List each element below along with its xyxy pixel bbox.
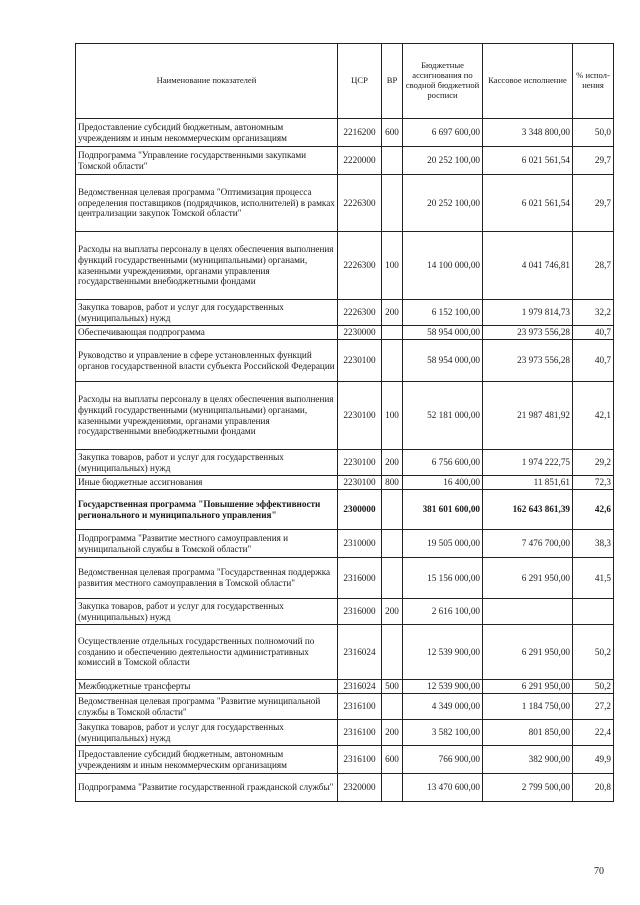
cell-csr: 2316000 [338,599,382,625]
cell-executed: 11 851,61 [483,476,573,490]
cell-csr: 2230100 [338,340,382,382]
cell-percent: 20,8 [573,774,614,802]
cell-vr: 100 [382,232,403,300]
cell-csr: 2316100 [338,720,382,746]
cell-csr: 2310000 [338,530,382,558]
cell-csr: 2316100 [338,694,382,720]
cell-vr: 600 [382,746,403,774]
cell-assigned: 20 252 100,00 [403,175,483,232]
cell-vr: 200 [382,599,403,625]
cell-assigned: 16 400,00 [403,476,483,490]
cell-name: Закупка товаров, работ и услуг для государственных (муниципальных) нужд [76,300,338,326]
table-row [76,232,614,300]
cell-name: Государственная программа "Повышение эффективности регионального и муниципального управления" [76,490,338,530]
table-row [76,599,614,625]
cell-csr: 2300000 [338,490,382,530]
header-csr: ЦСР [338,44,382,119]
cell-assigned: 19 505 000,00 [403,530,483,558]
header-percent: % испол-нения [573,44,614,119]
cell-assigned: 6 152 100,00 [403,300,483,326]
table-row [76,326,614,340]
cell-vr [382,147,403,175]
cell-vr [382,774,403,802]
table-row [76,558,614,599]
header-row [76,44,614,119]
cell-assigned: 14 100 000,00 [403,232,483,300]
cell-csr: 2316000 [338,558,382,599]
cell-assigned: 58 954 000,00 [403,340,483,382]
cell-vr [382,625,403,680]
table-row [76,746,614,774]
cell-csr: 2316024 [338,625,382,680]
header-vr: ВР [382,44,403,119]
budget-table [75,43,614,802]
cell-name: Ведомственная целевая программа "Развитие муниципальной службы в Томской области" [76,694,338,720]
cell-vr: 100 [382,382,403,450]
cell-executed: 4 041 746,81 [483,232,573,300]
cell-percent: 50,0 [573,119,614,147]
cell-name: Закупка товаров, работ и услуг для государственных (муниципальных) нужд [76,599,338,625]
cell-executed: 3 348 800,00 [483,119,573,147]
cell-name: Руководство и управление в сфере установленных функций органов государственной власти субъекта Российской Федерации [76,340,338,382]
cell-name: Обеспечивающая подпрограмма [76,326,338,340]
table-row [76,382,614,450]
cell-vr [382,326,403,340]
cell-name: Межбюджетные трансферты [76,680,338,694]
cell-vr [382,530,403,558]
cell-percent [573,599,614,625]
cell-assigned: 12 539 900,00 [403,625,483,680]
cell-name: Расходы на выплаты персоналу в целях обеспечения выполнения функций государственными (муниципальными) органами, казенными учреждениями, органами управления государственными внебюджетными фондами [76,382,338,450]
cell-executed: 21 987 481,92 [483,382,573,450]
table-row [76,774,614,802]
cell-percent: 72,3 [573,476,614,490]
table-row [76,119,614,147]
page-number: 70 [594,866,604,877]
cell-vr: 200 [382,720,403,746]
cell-name: Закупка товаров, работ и услуг для государственных (муниципальных) нужд [76,720,338,746]
table-row [76,175,614,232]
header-name: Наименование показателей [76,44,338,119]
cell-percent: 40,7 [573,326,614,340]
cell-percent: 49,9 [573,746,614,774]
table-row [76,530,614,558]
table-row [76,694,614,720]
table-row [76,450,614,476]
cell-vr: 200 [382,300,403,326]
cell-name: Подпрограмма "Развитие местного самоуправления и муниципальной службы в Томской области" [76,530,338,558]
header-assigned: Бюджетные ассигнования по сводной бюджетной росписи [403,44,483,119]
cell-vr: 600 [382,119,403,147]
cell-name: Иные бюджетные ассигнования [76,476,338,490]
cell-executed: 23 973 556,28 [483,340,573,382]
cell-percent: 22,4 [573,720,614,746]
cell-percent: 38,3 [573,530,614,558]
cell-csr: 2230100 [338,476,382,490]
cell-vr: 200 [382,450,403,476]
header-executed: Кассовое исполнение [483,44,573,119]
cell-executed: 7 476 700,00 [483,530,573,558]
cell-executed: 1 184 750,00 [483,694,573,720]
cell-vr: 800 [382,476,403,490]
cell-csr: 2316024 [338,680,382,694]
cell-name: Ведомственная целевая программа "Государственная поддержка развития местного самоуправления в Томской области" [76,558,338,599]
cell-executed: 6 291 950,00 [483,680,573,694]
cell-assigned: 381 601 600,00 [403,490,483,530]
cell-percent: 42,1 [573,382,614,450]
cell-assigned: 6 756 600,00 [403,450,483,476]
cell-csr: 2226300 [338,300,382,326]
cell-executed: 6 291 950,00 [483,625,573,680]
cell-executed: 2 799 500,00 [483,774,573,802]
cell-assigned: 4 349 000,00 [403,694,483,720]
cell-percent: 50,2 [573,680,614,694]
cell-csr: 2316100 [338,746,382,774]
table-row [76,720,614,746]
cell-assigned: 15 156 000,00 [403,558,483,599]
cell-name: Подпрограмма "Развитие государственной гражданской службы" [76,774,338,802]
cell-assigned: 766 900,00 [403,746,483,774]
cell-vr [382,694,403,720]
table-row [76,340,614,382]
cell-percent: 29,7 [573,147,614,175]
table-row [76,680,614,694]
cell-executed: 6 021 561,54 [483,147,573,175]
cell-csr: 2230100 [338,382,382,450]
cell-executed: 162 643 861,39 [483,490,573,530]
cell-vr [382,558,403,599]
table-body [76,119,614,802]
table-row [76,476,614,490]
cell-name: Закупка товаров, работ и услуг для государственных (муниципальных) нужд [76,450,338,476]
cell-executed: 1 974 222,75 [483,450,573,476]
cell-executed: 1 979 814,73 [483,300,573,326]
cell-name: Расходы на выплаты персоналу в целях обеспечения выполнения функций государственными (муниципальными) органами, казенными учреждениями, органами управления государственными внебюджетными фондами [76,232,338,300]
cell-percent: 32,2 [573,300,614,326]
cell-executed: 23 973 556,28 [483,326,573,340]
cell-csr: 2320000 [338,774,382,802]
table-row [76,300,614,326]
table-row [76,147,614,175]
cell-vr [382,340,403,382]
cell-assigned: 3 582 100,00 [403,720,483,746]
cell-assigned: 6 697 600,00 [403,119,483,147]
cell-name: Ведомственная целевая программа "Оптимизация процесса определения поставщиков (подрядчиков, исполнителей) в рамках централизации закупок Томской области" [76,175,338,232]
cell-name: Предоставление субсидий бюджетным, автономным учреждениям и иным некоммерческим организациям [76,119,338,147]
cell-csr: 2226300 [338,232,382,300]
cell-assigned: 58 954 000,00 [403,326,483,340]
cell-assigned: 12 539 900,00 [403,680,483,694]
cell-percent: 27,2 [573,694,614,720]
cell-csr: 2220000 [338,147,382,175]
cell-percent: 42,6 [573,490,614,530]
cell-percent: 50,2 [573,625,614,680]
cell-name: Предоставление субсидий бюджетным, автономным учреждениям и иным некоммерческим организациям [76,746,338,774]
cell-csr: 2216200 [338,119,382,147]
cell-assigned: 52 181 000,00 [403,382,483,450]
cell-csr: 2230100 [338,450,382,476]
cell-percent: 29,7 [573,175,614,232]
cell-vr [382,175,403,232]
cell-executed: 801 850,00 [483,720,573,746]
cell-assigned: 20 252 100,00 [403,147,483,175]
cell-executed: 6 021 561,54 [483,175,573,232]
cell-executed [483,599,573,625]
cell-executed: 6 291 950,00 [483,558,573,599]
cell-percent: 29,2 [573,450,614,476]
cell-percent: 40,7 [573,340,614,382]
cell-executed: 382 900,00 [483,746,573,774]
cell-vr [382,490,403,530]
cell-name: Подпрограмма "Управление государственными закупками Томской области" [76,147,338,175]
cell-csr: 2230000 [338,326,382,340]
cell-name: Осуществление отдельных государственных полномочий по созданию и обеспечению деятельности административных комиссий в Томской области [76,625,338,680]
cell-assigned: 2 616 100,00 [403,599,483,625]
cell-percent: 28,7 [573,232,614,300]
cell-percent: 41,5 [573,558,614,599]
cell-csr: 2226300 [338,175,382,232]
cell-vr: 500 [382,680,403,694]
cell-assigned: 13 470 600,00 [403,774,483,802]
table-row [76,625,614,680]
table-row [76,490,614,530]
